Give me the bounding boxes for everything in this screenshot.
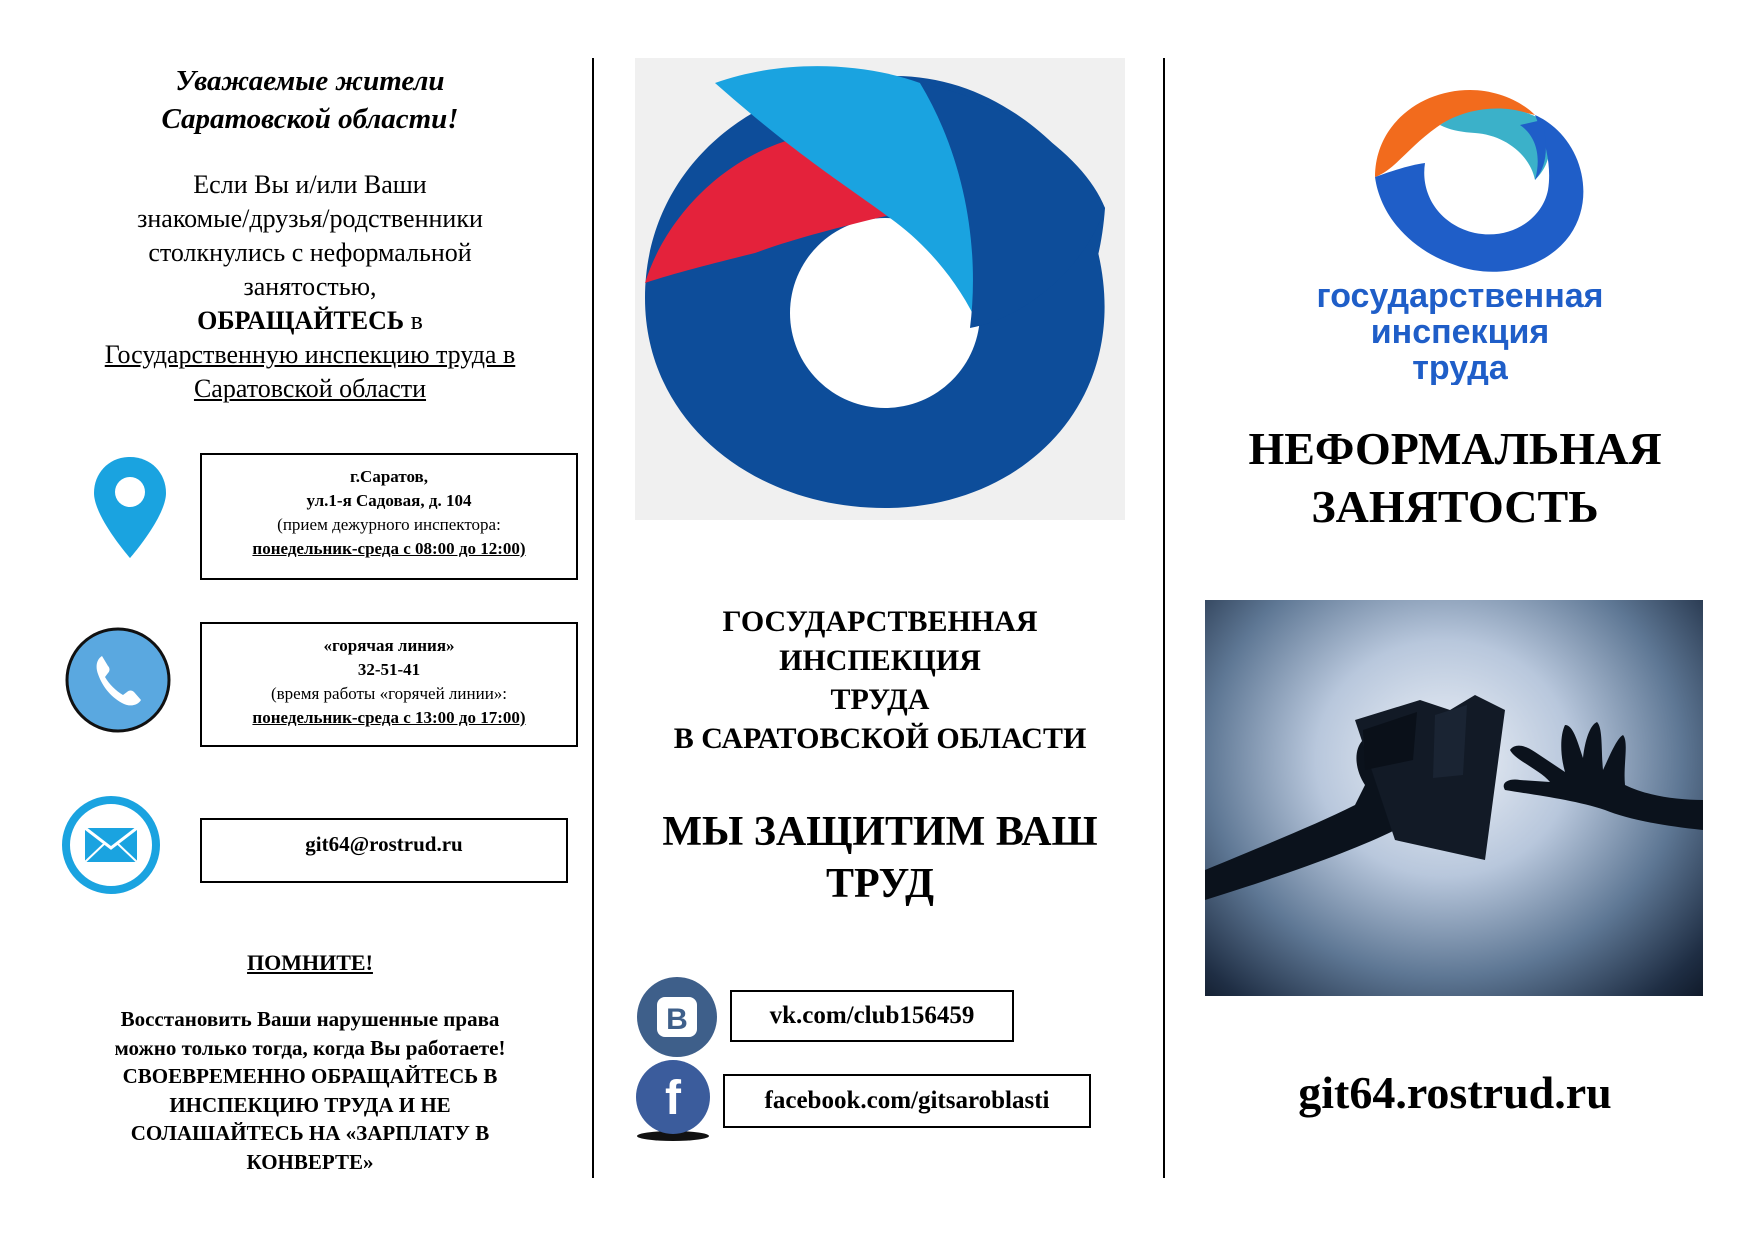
website[interactable]: git64.rostrud.ru <box>1298 1067 1612 1118</box>
hotline-note: (время работы «горячей линии»: <box>270 684 508 703</box>
rostrud-logo <box>1280 85 1640 385</box>
warning-line: СВОЕВРЕМЕННО ОБРАЩАЙТЕСЬ В <box>122 1064 498 1088</box>
vk-link-text: vk.com/club156459 <box>769 1002 975 1029</box>
slogan-line: МЫ ЗАЩИТИМ ВАШ <box>662 809 1098 855</box>
phone-icon <box>64 626 172 734</box>
hotline-hours: понедельник-среда с 13:00 до 17:00) <box>252 708 526 727</box>
hotline-box <box>200 622 578 747</box>
facebook-glyph: f <box>665 1072 681 1125</box>
address-hours: понедельник-среда с 08:00 до 12:00) <box>252 539 526 558</box>
org-line: В САРАТОВСКОЙ ОБЛАСТИ <box>673 722 1087 755</box>
headline <box>1170 420 1740 536</box>
warning-text <box>50 1005 570 1176</box>
intro-line: Если Вы и/или Ваши <box>193 170 427 199</box>
vk-glyph: B <box>666 1003 688 1036</box>
vk-link[interactable] <box>730 990 1014 1042</box>
warning-line: Восстановить Ваши нарушенные права <box>120 1007 500 1031</box>
org-line: ГОСУДАРСТВЕННАЯ <box>722 605 1038 638</box>
left-panel <box>40 0 600 1240</box>
right-panel <box>1170 0 1752 1240</box>
logo-text-line: труда <box>1412 349 1508 385</box>
inspection-swirl-logo <box>635 58 1125 520</box>
slogan-line: ТРУД <box>825 861 935 907</box>
warning-line: ИНСПЕКЦИЮ ТРУДА И НЕ <box>169 1092 451 1117</box>
mail-icon <box>60 795 162 895</box>
greeting-line: Уважаемые жители <box>175 65 445 97</box>
address-box <box>200 453 578 580</box>
vk-icon <box>635 975 719 1059</box>
hotline-title: «горячая линия» <box>323 636 455 655</box>
headline-line: НЕФОРМАЛЬНАЯ <box>1248 423 1662 474</box>
warning-line: СОЛАШАЙТЕСЬ НА «ЗАРПЛАТУ В <box>130 1121 490 1145</box>
middle-panel <box>610 0 1150 1240</box>
intro-text <box>40 168 580 406</box>
slogan <box>610 806 1150 910</box>
headline-line: ЗАНЯТОСТЬ <box>1311 481 1599 532</box>
facebook-link-text: facebook.com/gitsaroblasti <box>764 1087 1050 1114</box>
facebook-link[interactable] <box>723 1074 1091 1128</box>
org-line: ИНСПЕКЦИЯ <box>779 644 981 677</box>
intro-line: занятостью, <box>243 272 377 301</box>
email-address: git64@rostrud.ru <box>305 832 463 856</box>
intro-org-link: Государственную инспекцию труда в <box>104 340 516 369</box>
org-line: ТРУДА <box>830 683 930 716</box>
hotline-phone: 32-51-41 <box>357 660 421 679</box>
intro-org-link: Саратовской области <box>193 374 427 403</box>
intro-in: в <box>404 306 423 335</box>
logo-text-line: государственная <box>1316 277 1604 315</box>
column-divider-right <box>1163 58 1165 1178</box>
address-reception: (прием дежурного инспектора: <box>277 515 501 534</box>
address-city: г.Саратов, <box>350 467 428 486</box>
location-pin-icon <box>92 455 168 560</box>
email-box <box>200 818 568 883</box>
organization-name <box>610 602 1150 758</box>
intro-line: столкнулись с неформальной <box>148 238 472 267</box>
intro-line: знакомые/друзья/родственники <box>137 204 483 233</box>
intro-bold: ОБРАЩАЙТЕСЬ <box>197 306 405 335</box>
intro-call-to-action <box>40 304 580 338</box>
logo-text-line: инспекция <box>1370 313 1550 351</box>
warning-line: КОНВЕРТЕ» <box>246 1149 374 1174</box>
greeting <box>40 62 580 138</box>
remember-heading: ПОМНИТЕ! <box>247 950 373 975</box>
warning-line: можно только тогда, когда Вы работаете! <box>114 1035 506 1060</box>
facebook-icon <box>632 1058 714 1142</box>
greeting-line: Саратовской области! <box>161 103 459 135</box>
envelope-handoff-photo <box>1205 600 1703 996</box>
address-street: ул.1-я Садовая, д. 104 <box>306 491 472 510</box>
